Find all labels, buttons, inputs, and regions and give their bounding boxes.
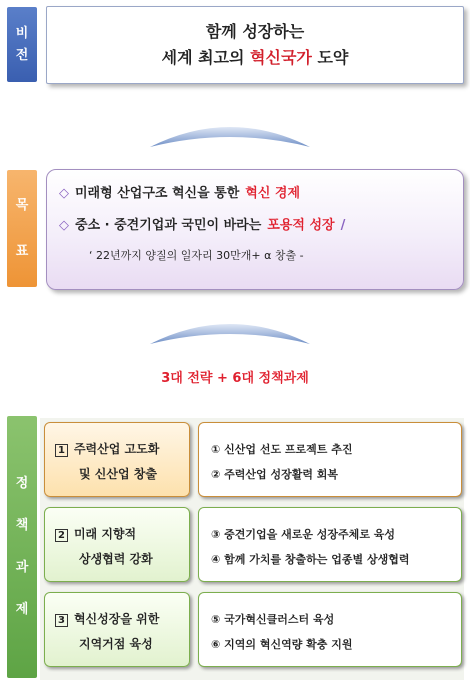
task-box-2: [198, 507, 462, 582]
task-item-2: ② 주력산업 성장활력 회복: [211, 468, 339, 481]
strategy-3-number: 3: [55, 614, 68, 627]
task-item-6: ⑥ 지역의 혁신역량 확충 지원: [211, 638, 353, 651]
vision-line-2-prefix: 세계 최고의: [161, 48, 245, 67]
goal-item-1: [59, 182, 300, 201]
policy-label-char-4: 제: [15, 602, 29, 617]
strategy-3-line-2: 지역거점 육성: [79, 637, 153, 651]
strategy-2-line-2: 상생협력 강화: [79, 552, 153, 566]
goal-item-2-tail: /: [340, 218, 346, 233]
strategy-3-line-1: [55, 610, 159, 627]
task-box-3: [198, 592, 462, 667]
goal-side-label: [7, 170, 37, 287]
strategy-1-line-2: 및 신산업 창출: [79, 467, 157, 481]
goal-box: [46, 169, 464, 290]
strategy-2-line-1: [55, 525, 136, 542]
strategy-1-line-1: [55, 440, 159, 457]
task-box-1: [198, 422, 462, 497]
vision-highlight: 혁신국가: [250, 48, 312, 67]
up-arrow-icon: [150, 310, 310, 344]
goal-item-1-highlight: 혁신 경제: [245, 186, 301, 201]
vision-box: [46, 6, 464, 84]
goal-item-2-highlight: 포용적 성장: [267, 218, 335, 233]
vision-label-char-1: 비: [15, 25, 29, 41]
goal-item-2-text: 중소 · 중견기업과 국민이 바라는: [75, 218, 262, 233]
strategy-1-number: 1: [55, 444, 68, 457]
up-arrow-icon: [150, 113, 310, 147]
task-item-4: ④ 함께 가치를 창출하는 업종별 상생협력: [211, 553, 410, 566]
goal-label-char-2: 표: [15, 243, 29, 259]
goal-label-char-1: 목: [15, 197, 29, 213]
strategy-box-2: [44, 507, 190, 582]
policy-label-char-3: 과: [15, 560, 29, 575]
task-item-3: ③ 중견기업을 새로운 성장주체로 육성: [211, 528, 396, 541]
strategy-1-line-1-text: 주력산업 고도화: [73, 442, 160, 456]
vision-line-2: [162, 45, 349, 71]
diamond-bullet-icon: ◇: [59, 218, 69, 233]
vision-line-1: 함께 성장하는: [205, 22, 305, 41]
vision-side-label: [7, 7, 37, 82]
policy-label-char-1: 정: [15, 476, 29, 491]
vision-label-char-2: 전: [15, 47, 29, 63]
policy-label-char-2: 책: [15, 518, 29, 533]
strategy-caption: 3대 전략 + 6대 정책과제: [161, 371, 309, 386]
diamond-bullet-icon: ◇: [59, 186, 69, 201]
task-item-1: ① 신산업 선도 프로젝트 추진: [211, 443, 353, 456]
policy-side-label: [7, 416, 37, 678]
strategy-2-line-1-text: 미래 지향적: [73, 527, 137, 541]
goal-item-1-text: 미래형 산업구조 혁신을 통한: [75, 186, 240, 201]
strategy-box-3: [44, 592, 190, 667]
strategy-box-1: [44, 422, 190, 497]
vision-line-2-suffix: 도약: [317, 48, 349, 67]
strategy-2-number: 2: [55, 529, 68, 542]
goal-sub-note: ‘ 22년까지 양질의 일자리 30만개+ α 창출 -: [89, 249, 304, 262]
task-item-5: ⑤ 국가혁신클러스터 육성: [211, 613, 335, 626]
strategy-3-line-1-text: 혁신성장을 위한: [73, 612, 160, 626]
goal-item-2: [59, 214, 345, 233]
